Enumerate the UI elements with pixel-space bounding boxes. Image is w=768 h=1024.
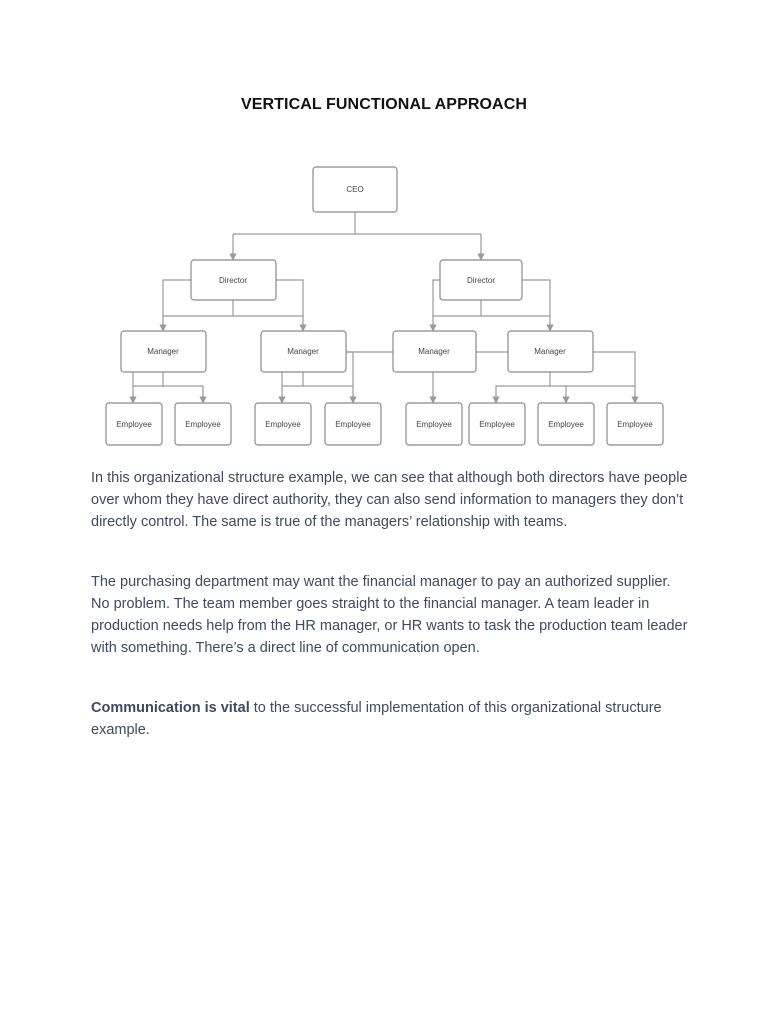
manager-node (121, 331, 206, 372)
employee-label: Employee (548, 420, 584, 429)
employee-node (255, 403, 311, 445)
paragraph-directors (91, 467, 691, 533)
director-node (440, 260, 522, 300)
paragraph-text: The purchasing department may want the financial manager to pay an authorized supplier. No problem. The team member goes straight to the financial manager. A team leader in production needs help from the HR manager, or HR wants to task the production team leader with something. There’s a direct line of communication open. (91, 574, 688, 656)
org-chart (0, 150, 768, 460)
employee-label: Employee (416, 420, 452, 429)
director-label: Director (466, 276, 496, 285)
paragraph-text (91, 697, 691, 741)
employee-node (538, 403, 594, 445)
employee-node (175, 403, 231, 445)
employee-label: Employee (185, 420, 221, 429)
emphasis-text: Communication is vital (91, 700, 250, 716)
employee-node (607, 403, 663, 445)
employee-label: Employee (335, 420, 371, 429)
paragraph-text-rest: to the successful implementation of this organizational structure example. (91, 700, 662, 738)
employee-node (406, 403, 462, 445)
manager-label: Manager (534, 347, 566, 356)
employee-label: Employee (617, 420, 653, 429)
ceo-node (313, 167, 397, 212)
ceo-label: CEO (346, 185, 364, 194)
employee-label: Employee (116, 420, 152, 429)
manager-node (261, 331, 346, 372)
employee-label: Employee (265, 420, 301, 429)
employee-node (469, 403, 525, 445)
manager-label: Manager (287, 347, 319, 356)
employee-node (325, 403, 381, 445)
director-label: Director (218, 276, 248, 285)
manager-label: Manager (418, 347, 450, 356)
employee-label: Employee (479, 420, 515, 429)
employee-node (106, 403, 162, 445)
manager-node (393, 331, 476, 372)
manager-node (508, 331, 593, 372)
paragraph-text: In this organizational structure example, we can see that although both directors have people over whom they have direct authority, they can also send information to managers they don’t directly control. The same is true of the managers’ relationship with teams. (91, 470, 688, 530)
paragraph-purchasing (91, 571, 691, 659)
page-title: VERTICAL FUNCTIONAL APPROACH (240, 96, 528, 113)
manager-label: Manager (147, 347, 179, 356)
ceo-connectors (233, 212, 481, 260)
paragraph-communication (91, 697, 691, 741)
director-node (191, 260, 276, 300)
